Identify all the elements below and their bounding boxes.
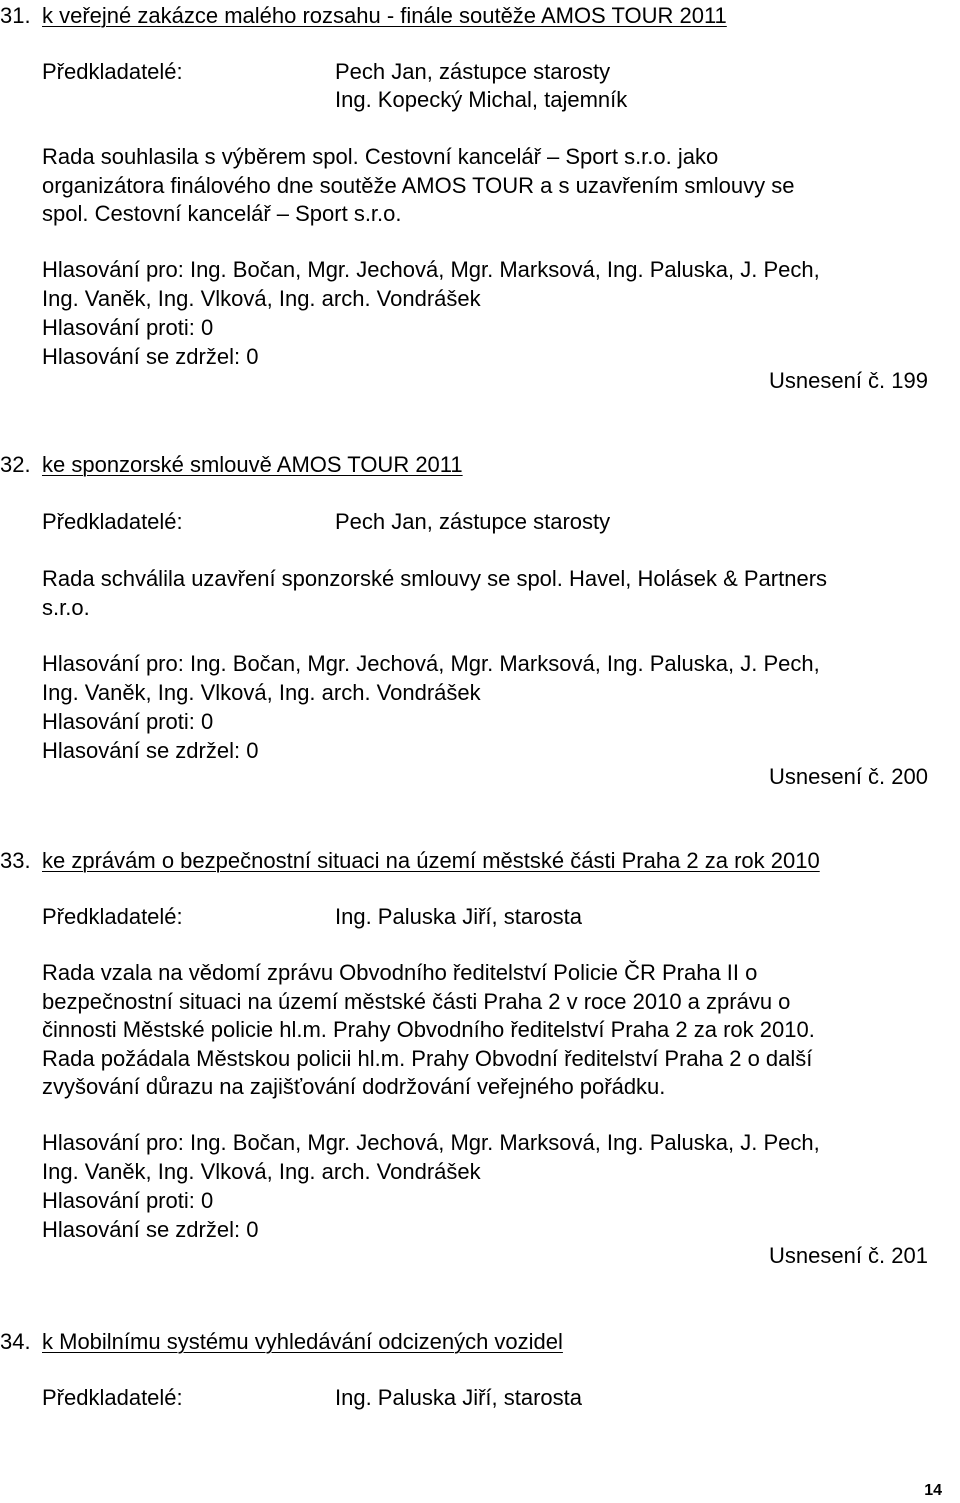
vote-for-continued: Ing. Vaněk, Ing. Vlková, Ing. arch. Vondrášek bbox=[42, 680, 481, 705]
page-number: 14 bbox=[924, 1482, 942, 1499]
agenda-number: 31. bbox=[0, 3, 31, 28]
agenda-title: k Mobilnímu systému vyhledávání odcizených vozidel bbox=[42, 1329, 563, 1354]
resolution-value: 199 bbox=[891, 368, 928, 393]
vote-against: Hlasování proti: 0 bbox=[42, 315, 214, 340]
presenter-name: Ing. Paluska Jiří, starosta bbox=[335, 1385, 582, 1410]
resolution-number bbox=[769, 367, 928, 395]
agenda-number: 33. bbox=[0, 848, 31, 873]
vote-for: Hlasování pro: Ing. Bočan, Mgr. Jechová, Mgr. Marksová, Ing. Paluska, J. Pech, bbox=[42, 257, 820, 282]
resolution-prefix: Usnesení č. bbox=[768, 1243, 886, 1268]
presenters-names bbox=[335, 1384, 582, 1412]
decision-line: činnosti Městské policie hl.m. Prahy Obvodního ředitelství Praha 2 za rok 2010. bbox=[42, 1017, 815, 1042]
agenda-heading bbox=[0, 1328, 563, 1356]
vote-against: Hlasování proti: 0 bbox=[42, 709, 214, 734]
decision-line: organizátora finálového dne soutěže AMOS TOUR a s uzavřením smlouvy se bbox=[42, 172, 795, 198]
vote-for-continued: Ing. Vaněk, Ing. Vlková, Ing. arch. Vondrášek bbox=[42, 1159, 481, 1184]
presenter-name: Pech Jan, zástupce starosty bbox=[335, 59, 611, 84]
resolution-number bbox=[769, 763, 928, 791]
agenda-number: 32. bbox=[0, 452, 31, 477]
presenter-name: Ing. Kopecký Michal, tajemník bbox=[335, 87, 628, 112]
resolution-prefix: Usnesení č. bbox=[768, 368, 886, 393]
decision-text bbox=[42, 143, 932, 229]
presenters-label: Předkladatelé: bbox=[42, 59, 183, 84]
agenda-heading bbox=[0, 451, 463, 479]
vote-against: Hlasování proti: 0 bbox=[42, 1188, 214, 1213]
presenters-names bbox=[335, 903, 582, 931]
decision-line: s.r.o. bbox=[42, 594, 90, 620]
vote-abstain: Hlasování se zdržel: 0 bbox=[42, 1217, 259, 1242]
vote-for: Hlasování pro: Ing. Bočan, Mgr. Jechová, Mgr. Marksová, Ing. Paluska, J. Pech, bbox=[42, 651, 820, 676]
agenda-heading bbox=[0, 847, 820, 875]
decision-line: Rada požádala Městskou policii hl.m. Prahy Obvodní ředitelství Praha 2 o další bbox=[42, 1045, 813, 1071]
presenters-label: Předkladatelé: bbox=[42, 904, 183, 929]
agenda-number: 34. bbox=[0, 1329, 31, 1354]
resolution-value: 201 bbox=[891, 1243, 928, 1268]
presenters-label: Předkladatelé: bbox=[42, 1385, 183, 1410]
agenda-title: k veřejné zakázce malého rozsahu - finále soutěže AMOS TOUR 2011 bbox=[42, 3, 727, 28]
presenters-label: Předkladatelé: bbox=[42, 509, 183, 534]
agenda-title: ke zprávám o bezpečnostní situaci na území městské části Praha 2 za rok 2010 bbox=[42, 848, 820, 873]
vote-abstain: Hlasování se zdržel: 0 bbox=[42, 344, 259, 369]
resolution-number bbox=[769, 1242, 928, 1270]
vote-block bbox=[42, 649, 932, 765]
decision-line: Rada vzala na vědomí zprávu Obvodního ředitelství Policie ČR Praha II o bbox=[42, 960, 758, 985]
presenters-names bbox=[335, 58, 627, 114]
decision-line: zvyšování důrazu na zajišťování dodržování veřejného pořádku. bbox=[42, 1074, 666, 1099]
presenters-names bbox=[335, 508, 610, 536]
presenter-name: Ing. Paluska Jiří, starosta bbox=[335, 904, 582, 929]
resolution-prefix: Usnesení č. bbox=[768, 764, 886, 789]
presenter-name: Pech Jan, zástupce starosty bbox=[335, 509, 611, 534]
vote-for: Hlasování pro: Ing. Bočan, Mgr. Jechová, Mgr. Marksová, Ing. Paluska, J. Pech, bbox=[42, 1130, 820, 1155]
decision-text bbox=[42, 959, 932, 1102]
vote-for-continued: Ing. Vaněk, Ing. Vlková, Ing. arch. Vondrášek bbox=[42, 286, 481, 311]
vote-block bbox=[42, 255, 932, 371]
agenda-title: ke sponzorské smlouvě AMOS TOUR 2011 bbox=[42, 452, 463, 477]
decision-line: Rada souhlasila s výběrem spol. Cestovní kancelář – Sport s.r.o. jako bbox=[42, 144, 719, 169]
agenda-heading bbox=[0, 2, 727, 30]
vote-block bbox=[42, 1128, 932, 1244]
decision-line: spol. Cestovní kancelář – Sport s.r.o. bbox=[42, 201, 402, 226]
vote-abstain: Hlasování se zdržel: 0 bbox=[42, 738, 259, 763]
resolution-value: 200 bbox=[891, 764, 928, 789]
decision-line: bezpečnostní situaci na území městské části Praha 2 v roce 2010 a zprávu o bbox=[42, 988, 791, 1014]
decision-line: Rada schválila uzavření sponzorské smlouvy se spol. Havel, Holásek & Partners bbox=[42, 566, 828, 591]
decision-text bbox=[42, 565, 932, 622]
